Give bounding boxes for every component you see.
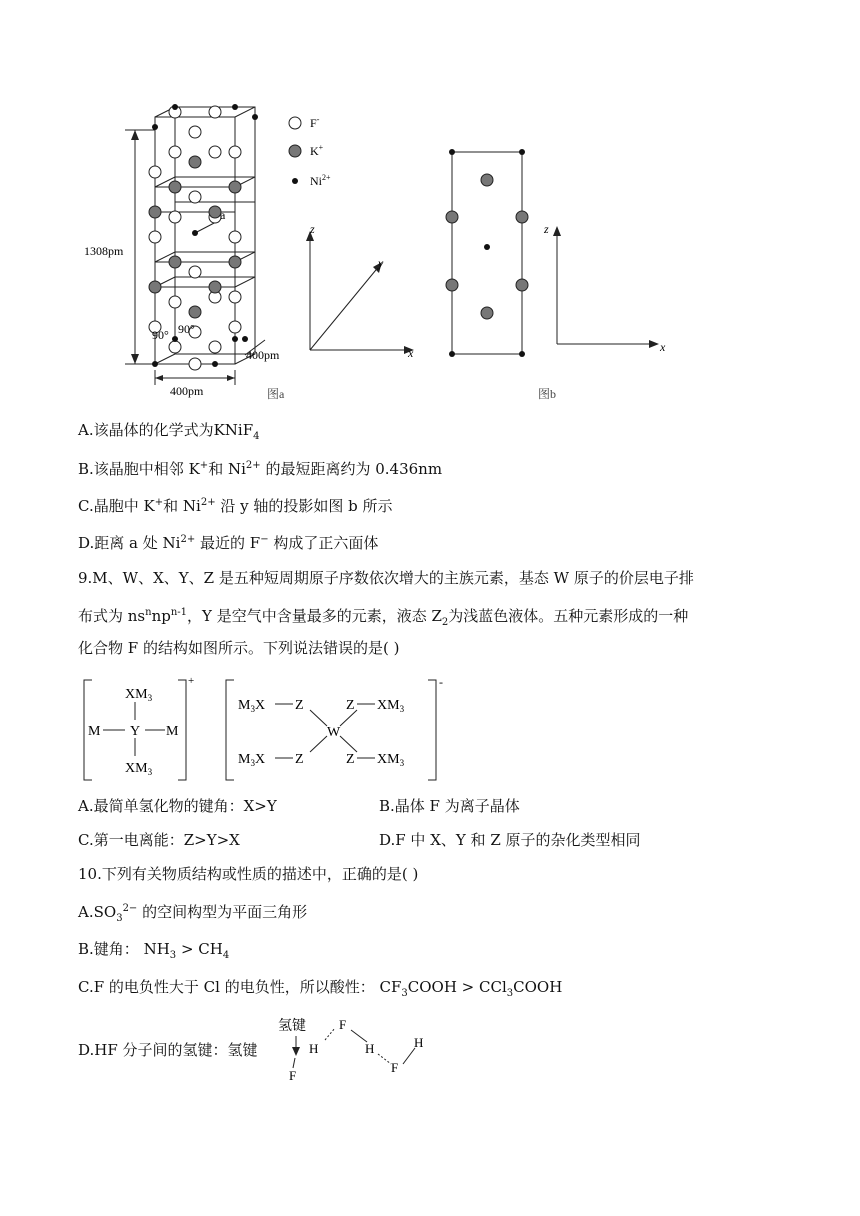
q10-stem: 10.下列有关物质结构或性质的描述中，正确的是( ): [78, 865, 419, 883]
axis-z-label: z: [310, 222, 315, 236]
axis-y-label: y: [378, 256, 384, 270]
angle-2: 90°: [178, 322, 195, 336]
q9-structure-diagram: [80, 672, 460, 787]
figure-b-axis-z: z: [544, 222, 549, 236]
q10-option-a: $A.SO_3^{2-}$ 的空间构型为平面三角形: [78, 903, 308, 924]
q8-option-a: A.该晶体的化学式为KNiF$_4$: [78, 421, 260, 442]
figure-b-caption: 图b: [538, 387, 557, 401]
figure-a-crystal-cell: [70, 95, 430, 405]
svg-text:XM3: $XM_3$: [377, 698, 405, 714]
svg-text:Z: Z: [295, 698, 304, 713]
q8-option-c: C.晶胞中 K+和 $Ni^{2+}$ 沿 y 轴的投影如图 b 所示: [78, 497, 393, 515]
svg-text:Z: Z: [346, 752, 355, 767]
width-label: 400pm: [170, 384, 204, 398]
q9-option-c: C.第一电离能：Z>Y>X: [78, 831, 240, 849]
hf-h1: H: [309, 1041, 319, 1056]
q10-option-d: D.HF 分子间的氢键：氢键: [78, 1041, 258, 1059]
q9-stem-line3: 化合物 F 的结构如图所示。下列说法错误的是( ): [78, 639, 400, 657]
svg-text:M: M: [166, 724, 179, 739]
svg-text:Z: Z: [346, 698, 355, 713]
q10-hf-hydrogen-bond-diagram: [275, 1012, 445, 1082]
svg-text:M3X: $M_3X$: [238, 752, 266, 768]
figure-a-caption: 图a: [267, 387, 285, 401]
axis-x-label: x: [408, 346, 414, 360]
hf-h3: H: [414, 1035, 424, 1050]
point-a-label: a: [220, 208, 226, 222]
height-label: 1308pm: [84, 244, 124, 258]
svg-text:M: M: [88, 724, 101, 739]
figure-b-axis-x: x: [660, 340, 666, 354]
svg-text:Y: Y: [130, 724, 141, 739]
legend-ni-label: Ni: [310, 174, 322, 188]
hf-f3: F: [391, 1060, 399, 1075]
hf-f1: F: [289, 1068, 297, 1082]
svg-text:F-: [310, 115, 320, 130]
q9-option-a: A.最简单氢化物的键角：X>Y: [78, 797, 277, 815]
legend-f-charge: -: [316, 115, 320, 124]
q9-stem-line2: 布式为 $ns^nnp^{n-1}$，Y 是空气中含量最多的元素，液态 $Z_2$为浅蓝色液体。五种元素形成的一种: [78, 607, 689, 628]
legend-k-label: K: [310, 144, 319, 158]
q10-option-b: B.键角： $NH_3 > CH_4$: [78, 940, 230, 961]
figure-b-projection: [440, 140, 680, 405]
angle-1: 90°: [152, 328, 169, 342]
depth-label: 400pm: [246, 348, 280, 362]
hb-label: 氢键: [278, 1019, 306, 1034]
q10-option-c: C.F 的电负性大于 Cl 的电负性，所以酸性： $CF_3COOH$ > CCl$_3$COOH: [78, 978, 563, 999]
svg-text:XM3: $XM_3$: [125, 761, 153, 777]
anion-charge: -: [439, 675, 443, 689]
q8-option-d: D.距离 a 处 $Ni^{2+}$ 最近的 F− 构成了正六面体: [78, 534, 379, 552]
svg-text:M3X: $M_3X$: [238, 698, 266, 714]
svg-text:Ni2+: [310, 173, 331, 188]
svg-text:K+: [310, 143, 324, 158]
svg-text:XM3: $XM_3$: [125, 687, 153, 703]
svg-text:W: W: [327, 725, 341, 740]
legend-f-label: F: [310, 116, 317, 130]
svg-text:Z: Z: [295, 752, 304, 767]
hf-f2: F: [339, 1017, 347, 1032]
hf-h2: H: [365, 1041, 375, 1056]
cation-charge: +: [188, 675, 195, 687]
legend-ni-charge: 2+: [322, 173, 331, 182]
q9-option-b: B.晶体 F 为离子晶体: [379, 797, 520, 815]
q8-option-b: B.该晶胞中相邻 K+和 $Ni^{2+}$ 的最短距离约为 0.436nm: [78, 460, 443, 478]
svg-text:XM3: $XM_3$: [377, 752, 405, 768]
q9-stem-line1: 9.M、W、X、Y、Z 是五种短周期原子序数依次增大的主族元素，基态 W 原子的价层电子排: [78, 569, 694, 587]
legend-k-charge: +: [318, 143, 324, 152]
q9-option-d: D.F 中 X、Y 和 Z 原子的杂化类型相同: [379, 831, 641, 849]
